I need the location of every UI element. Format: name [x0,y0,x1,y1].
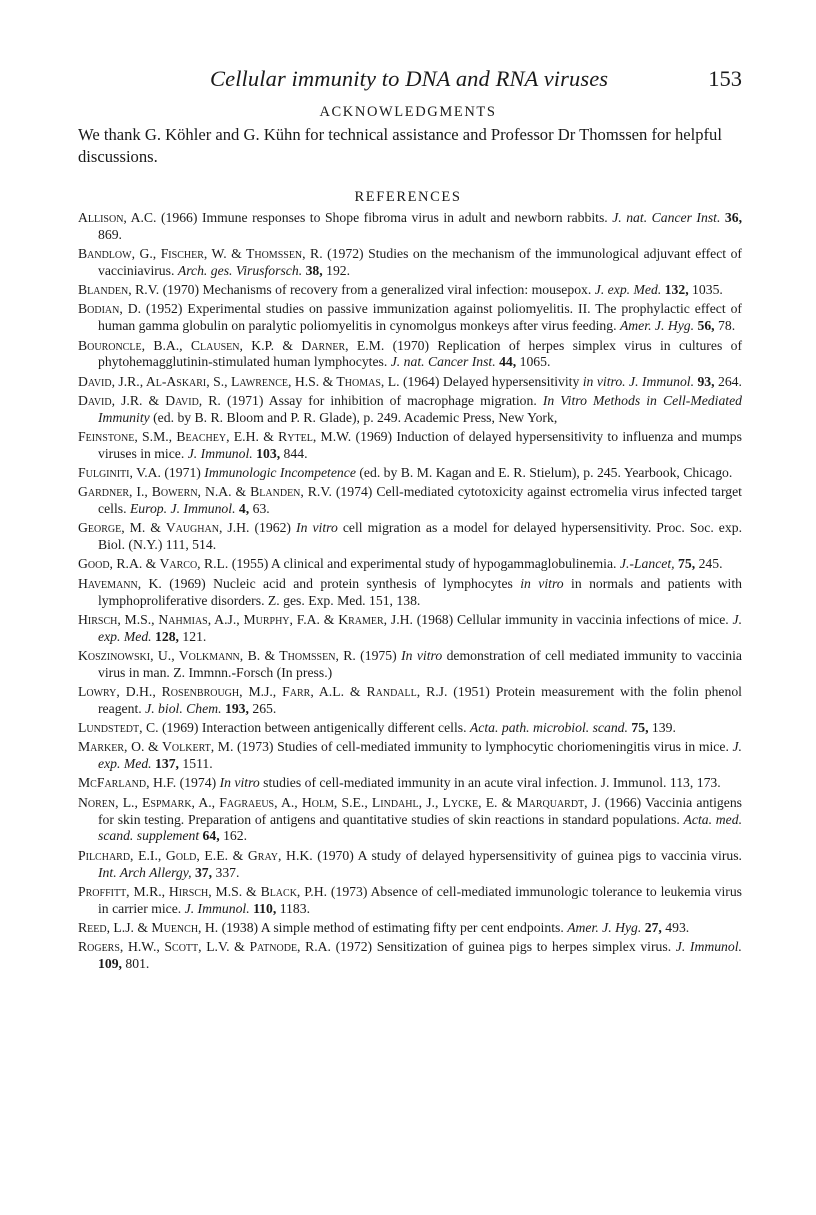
reference-volume: 37, [191,864,213,880]
reference-item [78,739,742,773]
reference-journal: J. exp. Med. [98,611,742,644]
reference-text: (1951) Protein measurement with the folin phenol reagent. [98,684,742,716]
reference-volume: 44, [495,354,517,370]
reference-text: (1974) Cell-mediated cytotoxicity against ectromelia virus infected target cells. [98,484,742,517]
reference-volume: 27, [641,919,662,935]
reference-text: (1973) Studies of cell-mediated immunity to lymphocytic choriomeningitis virus in mice. [233,739,733,755]
reference-journal: Acta. med. scand. supplement [98,811,743,844]
reference-volume: 75, [627,720,649,736]
reference-item [78,301,742,335]
reference-volume: 110, [249,900,277,916]
reference-item [78,210,742,244]
reference-text: (1971) [160,465,205,481]
reference-pages: 493. [661,919,690,935]
reference-text: (1966) Vaccinia antigens for skin testing. Preparation of antigens and quantitative studies of skin reactions in standard populations. [98,794,742,827]
reference-authors: Rogers, H.W., Scott, L.V. & Patnode, R.A. [78,939,331,955]
reference-volume: 4, [235,501,250,517]
reference-pages: 1183. [276,900,310,916]
reference-volume: 64, [199,828,220,844]
reference-authors: Fulginiti, V.A. [78,465,161,481]
reference-journal: J. exp. Med. [98,739,742,772]
reference-pages: studies of cell-mediated immunity in an acute viral infection. J. Immunol. 113, 173. [259,775,721,791]
acknowledgments-text: We thank G. Köhler and G. Kühn for technical assistance and Professor Dr Thomssen for helpful discussions. [78,125,722,166]
reference-pages: 1035. [688,282,723,298]
reference-pages: 63. [249,501,270,517]
reference-journal: Immunologic Incompetence [204,465,356,481]
reference-item [78,775,742,792]
reference-authors: Pilchard, E.I., Gold, E.E. & Gray, H.K. [78,847,313,863]
reference-pages: 192. [322,263,351,279]
reference-journal: In Vitro Methods in Cell-Mediated Immunity [98,392,743,425]
reference-journal: In vitro [219,775,260,791]
running-header [78,66,742,96]
reference-pages: 245. [695,556,723,572]
reference-journal: J. Immunol. [187,445,253,461]
reference-text: (1971) Assay for inhibition of macrophage migration. [220,392,543,408]
reference-journal: J. exp. Med. [594,282,662,298]
page-number: 153 [708,66,742,91]
reference-pages: 1511. [178,756,213,772]
reference-text: (1952) Experimental studies on passive immunization against poliomyelitis. II. The prophylactic effect of human gamma globulin on paralytic poliomyelitis in cynomolgus monkeys after virus feeding. [98,301,742,334]
reference-volume: 132, [661,282,689,298]
reference-pages: 121. [178,628,207,644]
reference-item [78,338,742,372]
reference-authors: Bodian, D. [78,301,141,317]
reference-pages: cell migration as a model for delayed hypersensitivity. Proc. Soc. exp. Biol. (N.Y.) 111, 514. [98,520,742,553]
reference-text: (1974) [176,775,220,791]
reference-text: (1970) Mechanisms of recovery from a generalized viral infection: mousepox. [159,282,595,298]
reference-authors: Bandlow, G., Fischer, W. & Thomssen, R. [78,246,323,262]
reference-item [78,939,742,973]
reference-authors: David, J.R., Al-Askari, S., Lawrence, H.S. & Thomas, L. [78,373,400,389]
reference-volume: 193, [221,700,249,716]
reference-item [78,884,742,918]
reference-volume: 36, [720,210,742,225]
references-list [78,210,742,975]
reference-text: (1969) Nucleic acid and protein synthesis of lymphocytes [161,575,521,591]
reference-pages: 139. [648,720,676,736]
reference-authors: McFarland, H.F. [78,775,177,791]
reference-authors: Marker, O. & Volkert, M. [78,739,234,755]
reference-authors: George, M. & Vaughan, J.H. [78,520,250,536]
reference-text: (1966) Immune responses to Shope fibroma virus in adult and newborn rabbits. [156,210,613,225]
reference-volume: 56, [694,318,715,334]
reference-text: (1964) Delayed hypersensitivity [399,373,583,389]
reference-item [78,920,742,937]
reference-text: (1969) Interaction between antigenically different cells. [158,720,470,736]
reference-volume: 137, [151,756,179,772]
reference-pages: 801. [121,955,150,971]
reference-text: (1970) A study of delayed hypersensitivity of guinea pigs to vaccinia virus. [312,847,742,863]
reference-text: (1969) Induction of delayed hypersensitivity to influenza and mumps viruses in mice. [98,428,742,461]
reference-item [78,556,742,573]
reference-item [78,795,742,846]
reference-pages: 869. [98,226,122,242]
reference-pages: in normals and patients with lymphoproliferative disorders. Z. ges. Exp. Med. 151, 138. [98,575,742,608]
reference-item [78,246,742,280]
reference-authors: David, J.R. & David, R. [78,392,221,408]
reference-item [78,429,742,463]
reference-authors: Feinstone, S.M., Beachey, E.H. & Rytel, M.W. [78,428,352,444]
reference-journal: in vitro [520,575,564,591]
reference-pages: 264. [714,373,742,389]
reference-journal: J. biol. Chem. [145,700,222,716]
reference-item [78,393,742,427]
reference-item [78,282,742,299]
reference-item [78,684,742,718]
reference-volume: 75, [674,556,696,572]
reference-volume: 38, [302,263,323,279]
reference-journal: J. nat. Cancer Inst. [390,354,496,370]
reference-text: (1972) Sensitization of guinea pigs to herpes simplex virus. [330,939,676,955]
reference-volume: 109, [98,955,122,971]
reference-pages: 844. [280,445,308,461]
reference-pages: 78. [714,318,736,334]
reference-journal: in vitro. J. Immunol. [582,373,695,389]
reference-authors: Allison, A.C. [78,210,157,225]
reference-authors: Lowry, D.H., Rosenbrough, M.J., Farr, A.L. & Randall, R.J. [78,684,448,700]
reference-volume: 93, [694,373,715,389]
references-heading: REFERENCES [354,189,462,205]
acknowledgments-heading: ACKNOWLEDGMENTS [319,104,497,120]
reference-pages: (ed. by B. M. Kagan and E. R. Stielum), p. 245. Yearbook, Chicago. [355,465,733,481]
reference-item [78,484,742,518]
reference-authors: Reed, L.J. & Muench, H. [78,919,219,935]
reference-item [78,576,742,610]
reference-item [78,720,742,737]
reference-authors: Gardner, I., Bowern, N.A. & Blanden, R.V. [78,484,332,500]
reference-pages: 337. [212,864,240,880]
reference-pages: 1065. [516,354,551,370]
reference-text: (1938) A simple method of estimating fifty per cent endpoints. [218,919,568,935]
reference-journal: J.-Lancet, [619,556,675,572]
reference-pages: (ed. by B. R. Bloom and P. R. Glade), p. 249. Academic Press, New York, [149,409,558,425]
reference-journal: In vitro [296,520,338,536]
reference-item [78,612,742,646]
reference-pages: demonstration of cell mediated immunity to vaccinia virus in man. Z. Immnn.-Forsch (In press.) [98,647,742,680]
reference-journal: Amer. J. Hyg. [619,318,695,334]
reference-item [78,648,742,682]
reference-text: (1962) [249,520,297,536]
reference-text: (1972) Studies on the mechanism of the immunological adjuvant effect of vacciniavirus. [98,246,742,279]
reference-item [78,465,742,482]
reference-journal: J. nat. Cancer Inst. [612,210,721,225]
reference-journal: Acta. path. microbiol. scand. [469,720,628,736]
reference-authors: Noren, L., Espmark, A., Fagraeus, A., Holm, S.E., Lindahl, J., Lycke, E. & Marquardt, J. [78,794,601,810]
reference-text: (1973) Absence of cell-mediated immunologic tolerance to leukemia virus in carrier mice. [98,883,742,916]
reference-journal: J. Immunol. [184,900,250,916]
reference-item [78,848,742,882]
reference-authors: Hirsch, M.S., Nahmias, A.J., Murphy, F.A. & Kramer, J.H. [78,611,413,627]
reference-text: (1970) Replication of herpes simplex virus in cultures of phytohemagglutinin-stimulated human lymphocytes. [98,337,742,370]
reference-authors: Blanden, R.V. [78,282,160,298]
reference-authors: Lundstedt, C. [78,720,159,736]
running-title: Cellular immunity to DNA and RNA viruses [210,66,609,91]
reference-authors: Bouroncle, B.A., Clausen, K.P. & Darner, E.M. [78,337,385,353]
reference-item [78,520,742,554]
reference-journal: Europ. J. Immunol. [129,501,236,517]
reference-volume: 128, [151,628,179,644]
reference-journal: In vitro [401,647,443,663]
reference-volume: 103, [252,445,281,461]
reference-pages: 265. [248,700,277,716]
reference-text: (1968) Cellular immunity in vaccinia infections of mice. [412,611,733,627]
reference-journal: Arch. ges. Virusforsch. [177,263,303,279]
reference-text: (1975) [355,647,402,663]
reference-authors: Havemann, K. [78,575,162,591]
reference-pages: 162. [219,828,248,844]
reference-journal: Int. Arch Allergy, [98,864,192,880]
reference-journal: Amer. J. Hyg. [567,919,642,935]
reference-authors: Proffitt, M.R., Hirsch, M.S. & Black, P.H. [78,883,328,899]
reference-authors: Good, R.A. & Varco, R.L. [78,556,229,572]
reference-item [78,374,742,391]
reference-authors: Koszinowski, U., Volkmann, B. & Thomssen, R. [78,647,356,663]
reference-text: (1955) A clinical and experimental study of hypogammaglobulinemia. [228,556,620,572]
reference-journal: J. Immunol. [675,939,742,955]
